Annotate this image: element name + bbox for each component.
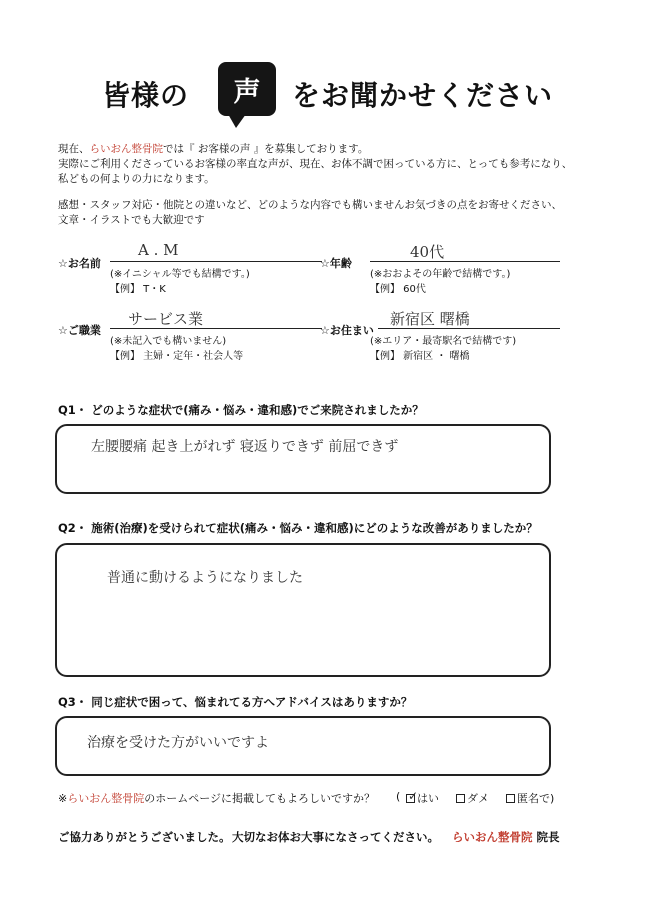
job-underline bbox=[110, 328, 322, 329]
title-left-text: 皆様の bbox=[102, 79, 190, 112]
footer-role: 院長 bbox=[536, 830, 560, 844]
consent-suffix: のホームページに掲載してもよろしいですか？ bbox=[144, 792, 375, 805]
title-right-text: をお聞かせください bbox=[292, 79, 554, 112]
intro-paragraph bbox=[58, 142, 618, 187]
job-value: サービス業 bbox=[128, 310, 204, 328]
age-example: 【例】 60代 bbox=[370, 284, 426, 295]
name-value: A . M bbox=[138, 241, 179, 259]
address-example: 【例】 新宿区 ・ 曙橋 bbox=[370, 351, 470, 362]
age-field bbox=[320, 243, 580, 295]
job-field bbox=[58, 310, 308, 362]
question-3-answer-box bbox=[55, 716, 551, 776]
question-3-answer: 治療を受けた方がいいですよ bbox=[87, 735, 269, 751]
job-example: 【例】 主婦・定年・社会人等 bbox=[110, 351, 244, 362]
consent-brand: らいおん整骨院 bbox=[67, 792, 145, 805]
address-note: (※エリア・最寄駅名で結構です) bbox=[370, 336, 517, 347]
question-3-label: Q3・ 同じ症状で困って、悩まれてる方へアドバイスはありますか？ bbox=[58, 695, 413, 709]
consent-option-anonymous-label: 匿名で bbox=[517, 792, 550, 805]
address-label: ☆お住まい bbox=[320, 324, 374, 337]
address-value: 新宿区 曙橋 bbox=[390, 310, 470, 328]
consent-option-no-label: ダメ bbox=[467, 792, 489, 805]
checkbox-yes[interactable] bbox=[406, 789, 419, 803]
name-field bbox=[58, 241, 308, 295]
intro-line-4: 感想・スタッフ対応・他院との違いなど、どのような内容でも構いませんお気づきの点をお寄せください、 bbox=[58, 199, 562, 211]
address-field bbox=[320, 310, 580, 362]
footer-thanks: ご協力ありがとうございました。 bbox=[58, 830, 231, 844]
intro-line-2: 実際にご利用くださっているお客様の率直な声が、現在、お体不調で困っている方に、とっても参考になり、 bbox=[58, 158, 573, 170]
voice-bubble bbox=[218, 62, 276, 116]
intro-line-1 bbox=[58, 142, 618, 157]
intro-line-1-suffix: では『 お客様の声 』を募集しております。 bbox=[163, 143, 369, 155]
name-note: (※イニシャル等でも結構です。) bbox=[110, 269, 250, 280]
question-2-answer: 普通に動けるようになりました bbox=[107, 570, 303, 586]
age-label: ☆年齢 bbox=[320, 257, 352, 270]
intro-paragraph-2 bbox=[58, 198, 618, 228]
question-2-answer-box bbox=[55, 543, 551, 677]
name-example: 【例】 T・K bbox=[110, 284, 166, 295]
checkbox-anonymous[interactable] bbox=[506, 794, 515, 803]
footer-wish: 大切なお体お大事になさってください。 bbox=[232, 830, 439, 844]
intro-line-1-prefix: 現在、 bbox=[58, 143, 90, 155]
consent-prefix: ※ bbox=[58, 792, 68, 805]
check-mark-icon: ✓ bbox=[408, 789, 419, 803]
consent-option-no[interactable] bbox=[456, 790, 489, 806]
footer-signature bbox=[452, 829, 560, 845]
consent-question bbox=[58, 790, 375, 806]
age-note: (※おおよその年齢で結構です。) bbox=[370, 269, 511, 280]
question-1-label: Q1・ どのような症状で(痛み・悩み・違和感)でご来院されましたか？ bbox=[58, 403, 424, 417]
consent-close-paren: ) bbox=[550, 792, 555, 805]
intro-line-3: 私どもの何よりの力になります。 bbox=[58, 173, 215, 185]
job-note: (※未記入でも構いません) bbox=[110, 336, 227, 347]
job-label: ☆ご職業 bbox=[58, 324, 101, 337]
bubble-tail-shape bbox=[228, 114, 246, 128]
checkbox-no[interactable] bbox=[456, 794, 465, 803]
question-2-label: Q2・ 施術(治療)を受けられて症状(痛み・悩み・違和感)にどのような改善がありましたか？ bbox=[58, 521, 538, 535]
consent-option-yes[interactable] bbox=[406, 790, 439, 806]
intro-brand: らいおん整骨院 bbox=[89, 143, 163, 155]
voice-bubble-text: 声 bbox=[233, 76, 261, 108]
consent-option-yes-label: はい bbox=[417, 792, 439, 805]
consent-open-paren: ( bbox=[396, 790, 401, 803]
question-1-answer-box bbox=[55, 424, 551, 494]
footer-brand: らいおん整骨院 bbox=[452, 830, 533, 844]
age-underline bbox=[370, 261, 560, 262]
consent-option-anonymous[interactable] bbox=[506, 790, 554, 806]
intro-line-5: 文章・イラストでも大歓迎です bbox=[58, 214, 205, 226]
address-underline bbox=[378, 328, 560, 329]
name-underline bbox=[110, 261, 322, 262]
name-label: ☆お名前 bbox=[58, 257, 101, 270]
title-row bbox=[0, 62, 650, 122]
question-1-answer: 左腰腰痛 起き上がれず 寝返りできず 前屈できず bbox=[91, 439, 399, 455]
age-value: 40代 bbox=[410, 243, 445, 261]
